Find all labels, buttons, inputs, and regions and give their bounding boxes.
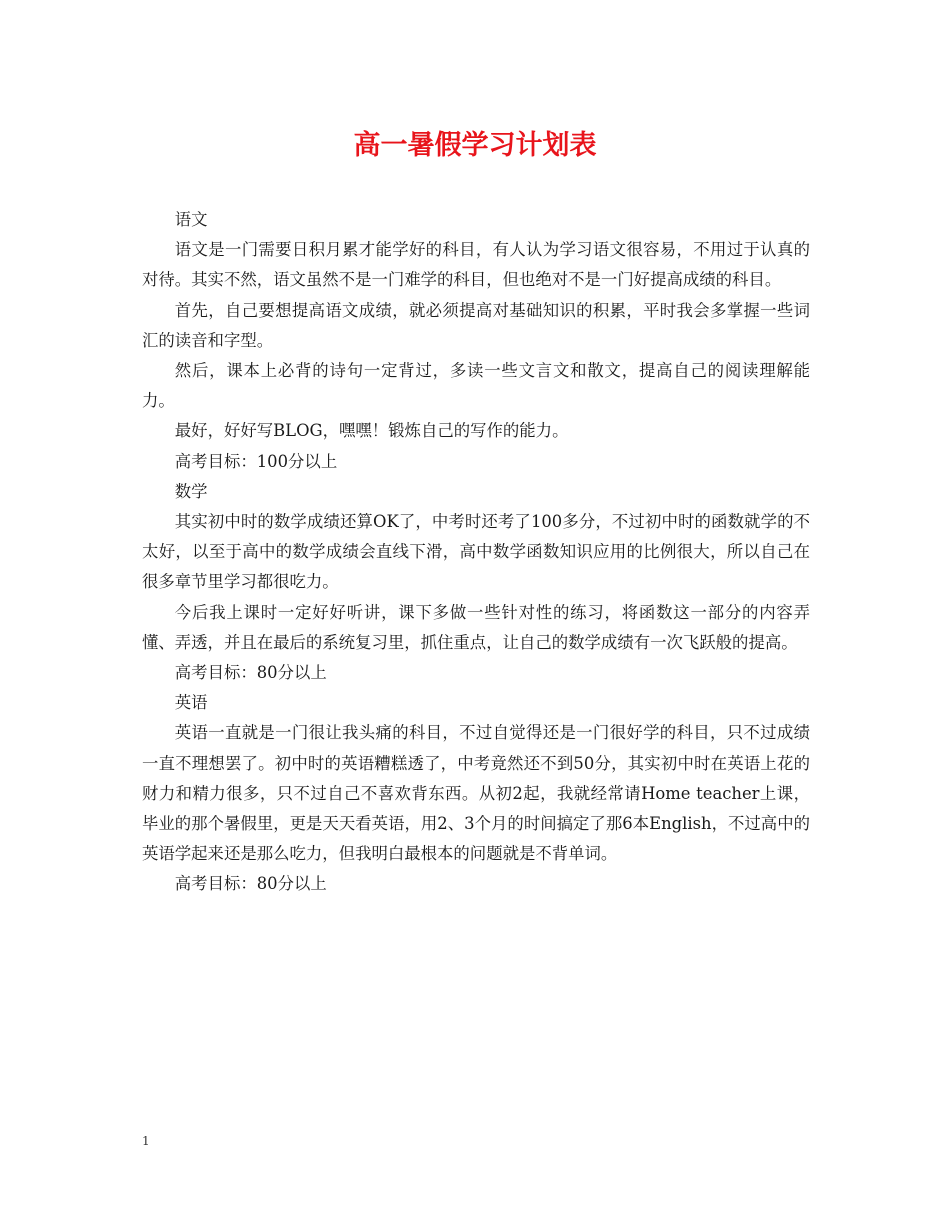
section-heading-chinese: 语文 — [174, 210, 208, 229]
target-score-english: 高考目标：80分以上 — [174, 874, 327, 894]
document-body — [142, 205, 810, 900]
paragraph: 今后我上课时一定好好听讲，课下多做一些针对性的练习，将函数这一部分的内容弄懂、弄透，并且在最后的系统复习里，抓住重点，让自己的数学成绩有一次飞跃般的提高。 — [142, 602, 810, 652]
paragraph: 最好，好好写BLOG，嘿嘿！锻炼自己的写作的能力。 — [174, 421, 569, 441]
page-number: 1 — [142, 1134, 150, 1148]
paragraph: 然后，课本上必背的诗句一定背过，多读一些文言文和散文，提高自己的阅读理解能力。 — [142, 361, 810, 411]
paragraph: 首先，自己要想提高语文成绩，就必须提高对基础知识的积累，平时我会多掌握一些词汇的读音和字型。 — [142, 300, 810, 350]
section-heading-math: 数学 — [174, 481, 208, 501]
paragraph: 英语一直就是一门很让我头痛的科目，不过自觉得还是一门很好学的科目，只不过成绩一直不理想罢了。初中时的英语糟糕透了，中考竟然还不到50分，其实初中时在英语上花的财力和精力很多，只不过自己不喜欢背东西。从初2起，我就经常请Home teacher上课，毕业的那个暑假里，更是天天看英语，用2、3个月的时间搞定了那6本English，不过高中的英语学起来还是那么吃力，但我明白最根本的问题就是不背单词。 — [142, 723, 810, 864]
paragraph: 语文是一门需要日积月累才能学好的科目，有人认为学习语文很容易，不用过于认真的对待。其实不然，语文虽然不是一门难学的科目，但也绝对不是一门好提高成绩的科目。 — [142, 240, 810, 290]
paragraph: 其实初中时的数学成绩还算OK了，中考时还考了100多分，不过初中时的函数就学的不太好，以至于高中的数学成绩会直线下滑，高中数学函数知识应用的比例很大，所以自己在很多章节里学习都很吃力。 — [142, 512, 810, 592]
target-score-math: 高考目标：80分以上 — [174, 663, 327, 683]
target-score-chinese: 高考目标：100分以上 — [174, 451, 338, 471]
section-heading-english: 英语 — [174, 693, 208, 713]
document-title: 高一暑假学习计划表 — [353, 130, 597, 161]
